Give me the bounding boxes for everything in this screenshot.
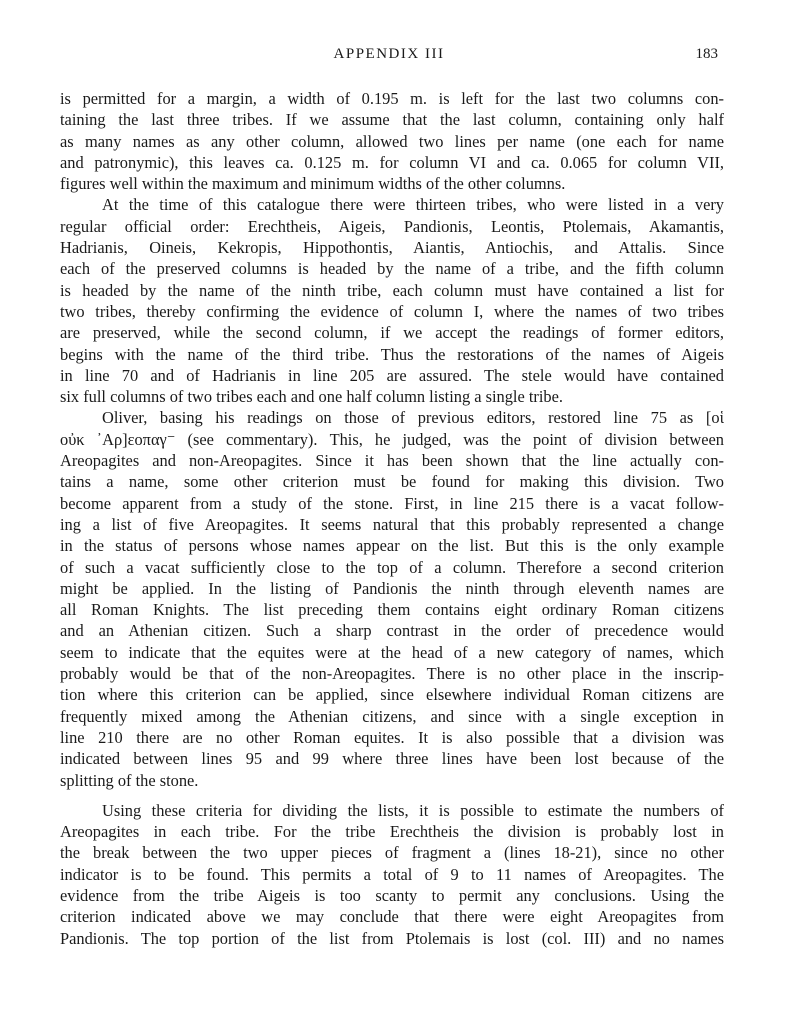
- text-line: frequently mixed among the Athenian citizens, and since with a single exception in: [60, 706, 724, 726]
- text-line: begins with the name of the third tribe. Thus the restorations of the names of Aigeis: [60, 344, 724, 364]
- text-line: all Roman Knights. The list preceding them contains eight ordinary Roman citizens: [60, 600, 724, 620]
- text-line: is permitted for a margin, a width of 0.195 m. is left for the last two columns con-: [60, 89, 724, 108]
- text-line: of such a vacat sufficiently close to the top of a column. Therefore a second criterion: [60, 557, 724, 577]
- text-line: figures well within the maximum and minimum widths of the other columns.: [60, 174, 566, 194]
- text-line: and patronymic), this leaves ca. 0.125 m. for column VI and ca. 0.065 for column VII,: [60, 152, 724, 172]
- text-line: the break between the two upper pieces of fragment a (lines 18-21), since no other: [60, 843, 724, 863]
- text-line: tion where this criterion can be applied, since elsewhere individual Roman citizens are: [60, 685, 724, 705]
- text-line: Areopagites and non-Areopagites. Since it has been shown that the line actually con-: [60, 451, 724, 471]
- page-number: 183: [695, 46, 718, 62]
- text-line: οὐκ ᾿Αρ]εοπαγ⁻ (see commentary). This, he judged, was the point of division between: [60, 429, 724, 449]
- text-line: At the time of this catalogue there were thirteen tribes, who were listed in a very: [102, 195, 724, 215]
- text-line: Pandionis. The top portion of the list from Ptolemais is lost (col. III) and no names: [60, 928, 724, 948]
- text-line: Areopagites in each tribe. For the tribe Erechtheis the division is probably lost in: [60, 822, 724, 842]
- paragraph-gap: [60, 791, 724, 800]
- text-line: each of the preserved columns is headed by the name of a tribe, and the fifth column: [60, 259, 724, 279]
- text-line: in the status of persons whose names appear on the list. But this is the only example: [60, 536, 724, 556]
- text-line: line 210 there are no other Roman equites. It is also possible that a division was: [60, 727, 724, 747]
- text-line: in line 70 and of Hadrianis in line 205 are assured. The stele would have contained: [60, 365, 724, 385]
- text-line: indicator is to be found. This permits a total of 9 to 11 names of Areopagites. The: [60, 864, 724, 884]
- text-line: criterion indicated above we may conclude that there were eight Areopagites from: [60, 907, 724, 927]
- paragraph-2: [60, 194, 724, 407]
- text-line: and an Athenian citizen. Such a sharp contrast in the order of precedence would: [60, 621, 724, 641]
- paragraph-4: [60, 800, 724, 949]
- text-line: ing a list of five Areopagites. It seems natural that this probably represented a change: [60, 514, 724, 534]
- text-line: evidence from the tribe Aigeis is too scanty to permit any conclusions. Using the: [60, 885, 724, 905]
- running-head: APPENDIX III: [333, 46, 445, 62]
- text-line: Oliver, basing his readings on those of previous editors, restored line 75 as [οἱ: [102, 408, 724, 428]
- text-line: probably would be that of the non-Areopagites. There is no other place in the inscrip-: [60, 664, 724, 684]
- text-line: regular official order: Erechtheis, Aigeis, Pandionis, Leontis, Ptolemais, Akamantis,: [60, 216, 724, 236]
- text-line: is headed by the name of the ninth tribe, each column must have contained a list for: [60, 280, 724, 300]
- text-line: taining the last three tribes. If we assume that the last column, containing only half: [60, 110, 724, 130]
- text-line: splitting of the stone.: [60, 770, 199, 790]
- text-line: seem to indicate that the equites were at the head of a new category of names, which: [60, 642, 724, 662]
- paragraph-1: [60, 88, 724, 194]
- text-line: might be applied. In the listing of Pandionis the ninth through eleventh names are: [60, 578, 724, 598]
- text-line: two tribes, thereby confirming the evidence of column I, where the names of two tribes: [60, 301, 724, 321]
- paragraph-3: [60, 407, 724, 790]
- text-line: Using these criteria for dividing the lists, it is possible to estimate the numbers of: [102, 800, 724, 820]
- text-line: become apparent from a study of the stone. First, in line 215 there is a vacat follow-: [60, 493, 724, 513]
- body-text: [60, 88, 724, 949]
- text-line: Hadrianis, Oineis, Kekropis, Hippothontis, Aiantis, Antiochis, and Attalis. Since: [60, 238, 724, 258]
- text-line: are preserved, while the second column, if we accept the readings of former editors,: [60, 323, 724, 343]
- text-line: six full columns of two tribes each and one half column listing a single tribe.: [60, 387, 563, 407]
- text-line: tains a name, some other criterion must be found for making this division. Two: [60, 472, 724, 492]
- page-header: [60, 46, 718, 72]
- text-line: as many names as any other column, allowed two lines per name (one each for name: [60, 131, 724, 151]
- text-line: indicated between lines 95 and 99 where three lines have been lost because of the: [60, 749, 724, 769]
